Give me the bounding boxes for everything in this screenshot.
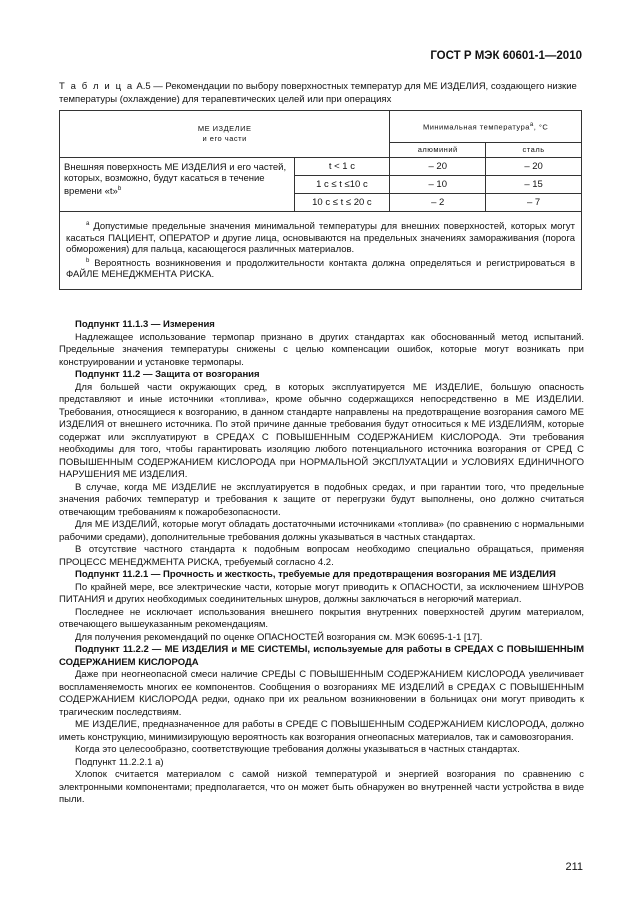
paragraph: Для большей части окружающих сред, в которых эксплуатируется МЕ ИЗДЕЛИЕ, большую опасность представляют и иные источники «топлива», кроме обычно содержащихся непосредственно в МЕ ИЗДЕЛИИ. Требования, относящиеся к возгоранию, в данном стандарте направлены на предотвращение возгорания самого МЕ ИЗДЕЛИЯ от внешнего источника. По этой причине данные требования будут относиться к МЕ ИЗДЕЛИЯМ, которые содержат или эксплуатируют в СРЕДАХ С ПОВЫШЕННЫМ СОДЕРЖАНИЕМ КИСЛОРОДА. Эти требования необходимы для того, чтобы гарантировать изоляцию любого потенциального источника возгорания от СРЕД С ПОВЫШЕННЫМ СОДЕРЖАНИЕМ КИСЛОРОДА при НОРМАЛЬНОЙ ЭКСПЛУАТАЦИИ и УСЛОВИЯХ ЕДИНИЧНОГО НАРУШЕНИЯ МЕ ИЗДЕЛИЯ. — [59, 381, 584, 480]
table-notes — [60, 212, 582, 290]
paragraph: По крайней мере, все электрические части, которые могут приводить к ОПАСНОСТИ, за исключением ШНУРОВ ПИТАНИЯ и других необходимых соединительных шнуров, должны заключаться в негорючий материал. — [59, 581, 584, 605]
section-heading: Подпункт 11.2 — Защита от возгорания — [75, 369, 260, 380]
paragraph: Подпункт 11.2.2.1 а) — [75, 756, 164, 768]
col-header-device-line1: МЕ ИЗДЕЛИЕ — [197, 124, 252, 133]
table-caption-text: А.5 — Рекомендации по выбору поверхностных температур для МЕ ИЗДЕЛИЯ, создающего низкие температуры (охлаждение) для терапевтических целей или при операциях — [59, 81, 577, 105]
paragraph: Надлежащее использование термопар признано в других стандартах как обоснованный метод испытаний. Предельные значения температуры снижены с целью компенсации ошибок, которые могут возникать при конструировании и установке термопары. — [59, 331, 584, 368]
table-caption — [59, 81, 584, 106]
footnote-b — [66, 256, 575, 281]
temperature-table — [59, 110, 582, 290]
paragraph: Хлопок считается материалом с самой низкой температурой и энергией возгорания по сравнению с электронными компонентами; предполагается, что он может быть обнаружен во внутренней части устройства в виде пыли. — [59, 769, 584, 805]
table-caption-label: Т а б л и ц а — [59, 81, 134, 92]
row-label-text: Внешняя поверхность МЕ ИЗДЕЛИЯ и его частей, которых, возможно, будут касаться в течение времени «t» — [64, 162, 287, 198]
row-label — [60, 158, 295, 212]
time-cell-1: t < 1 с — [294, 158, 390, 176]
footnote-a-text: Допустимые предельные значения минимальной температуры для внешних поверхностей, которых могут касаться ПАЦИЕНТ, ОПЕРАТОР и другие лица, основываются на предельных значениях замораживания (порога обморожения) для пальца, касающегося различных материалов. — [66, 221, 575, 256]
aluminum-cell-3: – 2 — [390, 194, 486, 212]
temperature-unit: , °С — [533, 122, 549, 132]
paragraph: Даже при неогнеопасной смеси наличие СРЕДЫ С ПОВЫШЕННЫМ СОДЕРЖАНИЕМ КИСЛОРОДА увеличивает воспламеняемость многих ее компонентов. Сообщения о возгораниях МЕ ИЗДЕЛИЙ в СРЕДАХ С ПОВЫШЕННЫМ СОДЕРЖАНИЕМ КИСЛОРОДА редки, однако при их реальном возникновении в больницах они могут приводить к трагическим последствиям. — [59, 669, 584, 718]
temperature-header-note-a: а — [529, 122, 534, 129]
col-header-steel: сталь — [486, 143, 582, 158]
section-heading: Подпункт 11.1.3 — Измерения — [75, 319, 215, 330]
col-header-device — [60, 111, 390, 158]
standard-header: ГОСТ Р МЭК 60601-1—2010 — [430, 50, 582, 62]
temperature-header-text: Минимальная температура — [422, 122, 530, 132]
row-label-note-b: b — [117, 186, 122, 192]
body-text — [59, 319, 584, 807]
steel-cell-3: – 7 — [486, 194, 582, 212]
footnote-b-mark: b — [86, 257, 90, 264]
paragraph: В отсутствие частного стандарта к подобным вопросам необходимо специально обращаться, применяя ПРОЦЕСС МЕНЕДЖМЕНТА РИСКА, требуемый согласно 4.2. — [59, 544, 584, 568]
aluminum-cell-1: – 20 — [390, 158, 486, 176]
col-header-temperature — [390, 111, 582, 143]
paragraph: Для МЕ ИЗДЕЛИЙ, которые могут обладать достаточными источниками «топлива» (по сравнению с нормальными рабочими средами), дополнительные требования должны указываться в частных стандартах. — [59, 519, 584, 543]
paragraph: Последнее не исключает использования внешнего покрытия внутренних поверхностей другим материалом, отвечающего вышеуказанным рекомендациям. — [59, 606, 584, 630]
col-header-device-line2: и его части — [202, 134, 247, 143]
paragraph: В случае, когда МЕ ИЗДЕЛИЕ не эксплуатируется в подобных средах, и при гарантии того, что предельные значения рабочих температур и требования к защите от перегрузки будут выполнены, оно должно считаться отвечающим требованиям к пожаробезопасности. — [59, 481, 584, 518]
footnote-a — [66, 219, 575, 256]
section-heading: Подпункт 11.2.2 — МЕ ИЗДЕЛИЯ и МЕ СИСТЕМЫ, используемые для работы в СРЕДАХ С ПОВЫШЕННЫМ СОДЕРЖАНИЕМ КИСЛОРОДА — [59, 644, 584, 668]
time-cell-2: 1 с ≤ t ≤10 с — [294, 176, 390, 194]
paragraph: Когда это целесообразно, соответствующие требования должны указываться в частных стандартах. — [75, 744, 520, 755]
footnote-b-text: Вероятность возникновения и продолжительности контакта должна определяться и регистрироваться в ФАЙЛЕ МЕНЕДЖМЕНТА РИСКА. — [66, 257, 575, 281]
steel-cell-2: – 15 — [486, 176, 582, 194]
aluminum-cell-2: – 10 — [390, 176, 486, 194]
col-header-aluminum: алюминий — [390, 143, 486, 158]
footnote-a-mark: а — [86, 221, 90, 227]
steel-cell-1: – 20 — [486, 158, 582, 176]
paragraph: МЕ ИЗДЕЛИЕ, предназначенное для работы в СРЕДЕ С ПОВЫШЕННЫМ СОДЕРЖАНИЕМ КИСЛОРОДА, должно иметь конструкцию, минимизирующую вероятность как возгорания огнеопасных материалов, так и самовозгорания. — [59, 719, 584, 743]
page-number: 211 — [565, 861, 583, 873]
time-cell-3: 10 с ≤ t ≤ 20 с — [294, 194, 390, 212]
paragraph: Для получения рекомендаций по оценке ОПАСНОСТЕЙ возгорания см. МЭК 60695-1-1 [17]. — [75, 631, 483, 643]
section-heading: Подпункт 11.2.1 — Прочность и жесткость, требуемые для предотвращения возгорания МЕ ИЗДЕЛИЯ — [75, 569, 556, 580]
